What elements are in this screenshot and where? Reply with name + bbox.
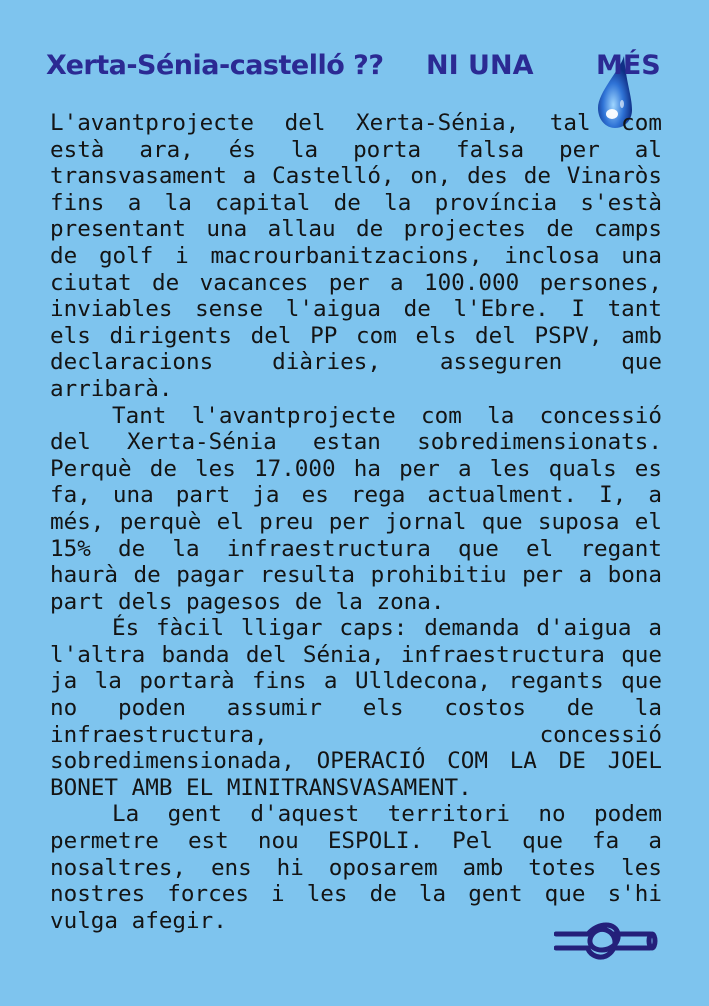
article-body <box>50 110 662 934</box>
paragraph-4: La gent d'aquest territori no podem permetre est nou ESPOLI. Pel que fa a nosaltres, ens hi oposarem amb totes les nostres forces i les de la gent que s'hi vulga afegir. <box>50 801 662 934</box>
title-mes: MÉS <box>596 50 661 81</box>
title-ni-una: NI UNA <box>426 50 534 81</box>
knot-logo-icon <box>554 920 658 964</box>
header <box>46 36 666 106</box>
paragraph-3: És fàcil lligar caps: demanda d'aigua a l'altra banda del Sénia, infraestructura que ja la portarà fins a Ulldecona, regants que no poden assumir els costos de la infraestructura, concessió sobredimensionada, OPERACIÓ COM LA DE JOEL BONET AMB EL MINITRANSVASAMENT. <box>50 615 662 801</box>
paragraph-2: Tant l'avantprojecte com la concessió del Xerta-Sénia estan sobredimensionats. Perquè de les 17.000 ha per a les quals es fa, una part ja es rega actualment. I, a més, perquè el preu per jornal que suposa el 15% de la infraestructura que el regant haurà de pagar resulta prohibitiu per a bona part dels pagesos de la zona. <box>50 402 662 615</box>
title-left: Xerta-Sénia-castelló ?? <box>46 50 384 81</box>
paragraph-1: L'avantprojecte del Xerta-Sénia, tal com està ara, és la porta falsa per al transvasament a Castelló, on, des de Vinaròs fins a la capital de la província s'està presentant una allau de projectes de camps de golf i macrourbanitzacions, inclosa una ciutat de vacances per a 100.000 persones, inviables sense l'aigua de l'Ebre. I tant els dirigents del PP com els del PSPV, amb declaracions diàries, asseguren que arribarà. <box>50 110 662 402</box>
